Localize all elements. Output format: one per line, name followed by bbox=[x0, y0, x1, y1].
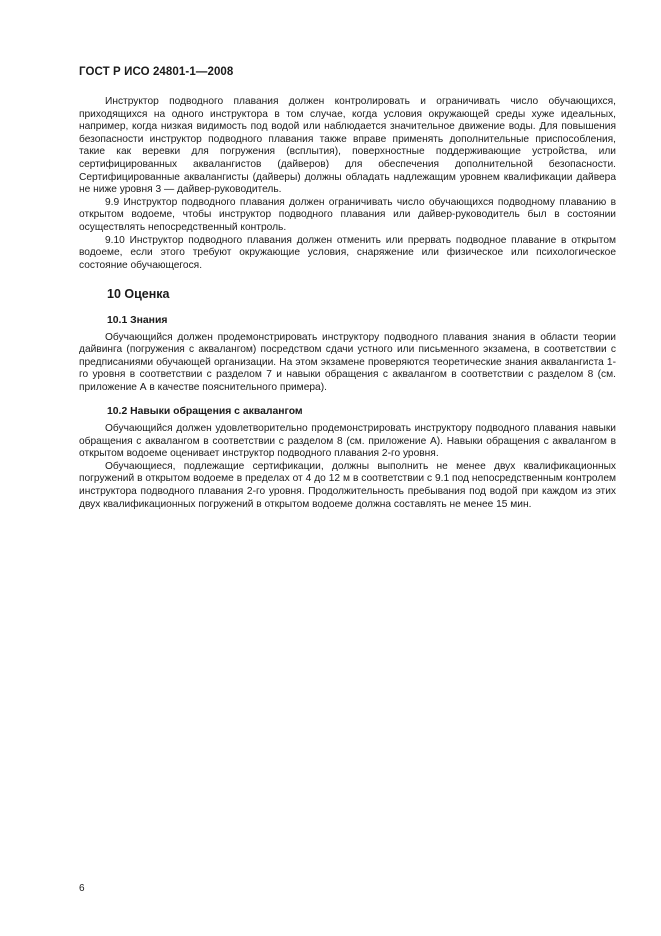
paragraph-10-1: Обучающийся должен продемонстрировать инструктору подводного плавания знания в области теории дайвинга (погружения с аквалангом) посредством сдачи устного или письменного экзамена, в соответствии с предписаниями обучающей организации. На этом экзамене проверяются теоретические знания аквалангиста 1-го уровня в соответствии с разделом 7 и навыки обращения с аквалангом в соответствии с разделом 8 (см. приложение А в качестве пояснительного примера). bbox=[79, 331, 616, 393]
paragraph-control-limits: Инструктор подводного плавания должен контролировать и ограничивать число обучающихся, приходящихся на одного инструктора в том случае, когда условия окружающей среды хуже идеальных, например, когда низкая видимость под водой или наблюдается значительное движение воды. Для повышения безопасности инструктор подводного плавания также вправе применять дополнительные приспособления, такие как веревки для погружения (всплытия), поверхностные поддерживающие устройства, или сертифицированных аквалангистов (дайверов) для обеспечения дополнительной безопасности. Сертифицированные аквалангисты (дайверы) должны обладать надлежащим уровнем квалификации дайвера не ниже уровня 3 — дайвер-руководитель. bbox=[79, 96, 616, 196]
document-header: ГОСТ Р ИСО 24801-1—2008 bbox=[79, 66, 234, 78]
subsection-title-skills: 10.2 Навыки обращения с аквалангом bbox=[107, 406, 303, 418]
paragraph-9-9: 9.9 Инструктор подводного плавания должен ограничивать число обучающихся подводному плаванию в открытом водоеме, чтобы инструктор подводного плавания или дайвер-руководитель был в состоянии осуществлять непосредственный контроль. bbox=[79, 196, 616, 233]
document-body bbox=[79, 96, 616, 511]
page-number: 6 bbox=[79, 883, 85, 894]
paragraph-10-2-a: Обучающийся должен удовлетворительно продемонстрировать инструктору подводного плавания навыки обращения с аквалангом в соответствии с разделом 8 (см. приложение А). Навыки обращения с аквалангом в открытом водоеме оценивает инструктор подводного плавания 2-го уровня. bbox=[79, 423, 616, 460]
section-title-assessment: 10 Оценка bbox=[107, 287, 170, 302]
paragraph-9-10: 9.10 Инструктор подводного плавания должен отменить или прервать подводное плавание в открытом водоеме, если этого требуют окружающие условия, снаряжение или физическое или психологическое состояние обучающегося. bbox=[79, 234, 616, 271]
paragraph-10-2-b: Обучающиеся, подлежащие сертификации, должны выполнить не менее двух квалификационных погружений в открытом водоеме в пределах от 4 до 12 м в соответствии с 9.1 под непосредственным контролем инструктора подводного плавания 2-го уровня. Продолжительность пребывания под водой при каждом из этих двух квалификационных погружений в открытом водоеме должна составлять не менее 15 мин. bbox=[79, 460, 616, 510]
subsection-title-knowledge: 10.1 Знания bbox=[107, 314, 168, 326]
